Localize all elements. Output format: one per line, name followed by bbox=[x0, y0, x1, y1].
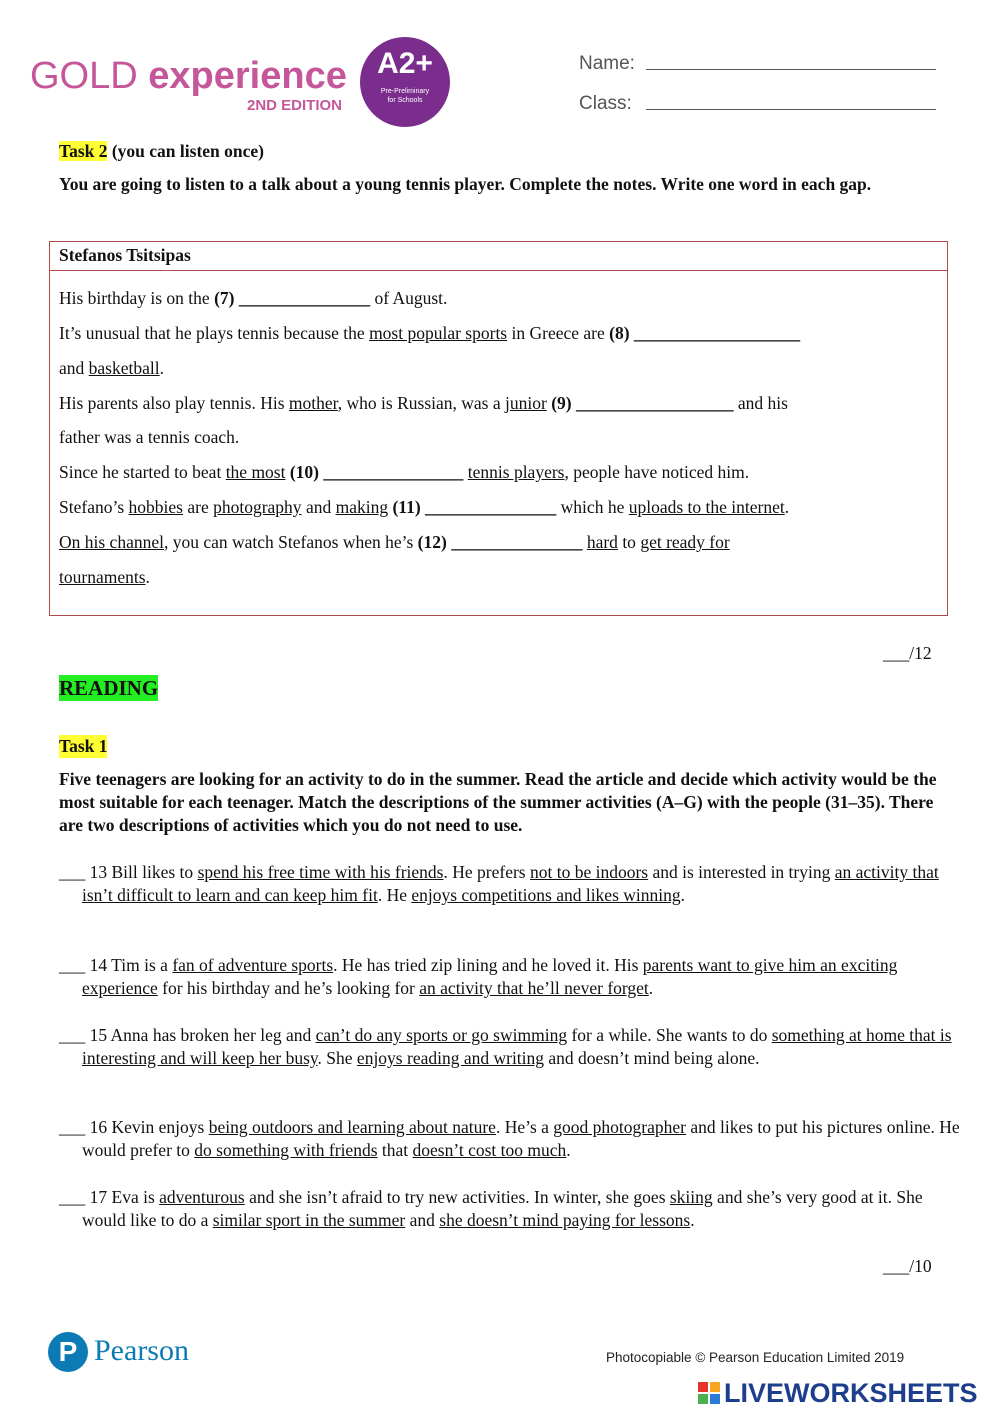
item-17: ___ 17 Eva is adventurous and she isn’t afraid to try new activities. In winter, she goes skiing and she’s very good at it. She would like to do a similar sport in the summer and she doesn’t mind paying for lessons. bbox=[59, 1187, 923, 1230]
logo-gold-text: GOLD bbox=[30, 55, 138, 97]
notes-line-9: His parents also play tennis. His mother, who is Russian, was a junior (9) __________________ and his bbox=[59, 393, 788, 413]
listening-score[interactable]: ___/12 bbox=[883, 643, 932, 663]
class-field[interactable] bbox=[646, 109, 936, 110]
copyright-notice: Photocopiable © Pearson Education Limited 2019 bbox=[606, 1350, 905, 1365]
level-badge bbox=[360, 37, 450, 127]
liveworksheets-text: LIVEWORKSHEETS bbox=[724, 1378, 978, 1408]
gap-7[interactable]: _______________ bbox=[234, 288, 371, 308]
name-label: Name: bbox=[579, 53, 635, 74]
gap-12[interactable]: _______________ bbox=[446, 532, 583, 552]
pearson-logo-icon: P bbox=[48, 1332, 88, 1372]
task2-note: (you can listen once) bbox=[111, 141, 265, 161]
logo-experience-text: experience bbox=[148, 55, 347, 97]
notes-title: Stefanos Tsitsipas bbox=[59, 245, 191, 265]
notes-line-8: It’s unusual that he plays tennis because the most popular sports in Greece are (8) ___________________ bbox=[59, 323, 801, 343]
item-14: ___ 14 Tim is a fan of adventure sports. He has tried zip lining and he loved it. His parents want to give him an exciting experience for his birthday and he’s looking for an activity that he’ll never forget. bbox=[59, 955, 898, 998]
logo-edition: 2ND EDITION bbox=[247, 97, 343, 114]
reading-heading: READING bbox=[59, 676, 159, 700]
gap-10[interactable]: ________________ bbox=[319, 462, 464, 482]
notes-line-7: His birthday is on the (7) _______________ of August. bbox=[59, 288, 448, 308]
badge-level: A2+ bbox=[377, 47, 433, 80]
notes-line-8b: and basketball. bbox=[59, 358, 164, 378]
reading-task1-label: Task 1 bbox=[59, 736, 108, 756]
gap-9[interactable]: __________________ bbox=[571, 393, 734, 413]
gold-experience-logo bbox=[30, 55, 347, 98]
reading-instructions: Five teenagers are looking for an activity to do in the summer. Read the article and decide which activity would be the most suitable for each teenager. Match the descriptions of the summer activities (A–G) with the people (31–35). There are two descriptions of activities which you do not need to use. bbox=[59, 769, 937, 835]
notes-line-12b: tournaments. bbox=[59, 567, 150, 587]
gap-11[interactable]: _______________ bbox=[420, 497, 557, 517]
reading-score[interactable]: ___/10 bbox=[883, 1256, 932, 1276]
item-16: ___ 16 Kevin enjoys being outdoors and learning about nature. He’s a good photographer and likes to put his pictures online. He would prefer to do something with friends that doesn’t cost too much. bbox=[59, 1117, 960, 1160]
notes-line-12: On his channel, you can watch Stefanos when he’s (12) _______________ hard to get ready for bbox=[59, 532, 730, 552]
notes-line-11: Stefano’s hobbies are photography and making (11) _______________ which he uploads to the internet. bbox=[59, 497, 790, 517]
notes-header bbox=[49, 241, 948, 271]
notes-line-10: Since he started to beat the most (10) ________________ tennis players, people have noticed him. bbox=[59, 462, 750, 482]
listening-task-heading bbox=[59, 140, 264, 163]
item-15: ___ 15 Anna has broken her leg and can’t do any sports or go swimming for a while. She wants to do something at home that is interesting and will keep her busy. She enjoys reading and writing and doesn’t mind being alone. bbox=[59, 1025, 952, 1068]
class-label: Class: bbox=[579, 93, 632, 114]
badge-subtitle: Pre-Preliminary for Schools bbox=[380, 88, 430, 104]
task2-label: Task 2 bbox=[59, 141, 108, 161]
liveworksheets-logo bbox=[698, 1378, 978, 1409]
notes-line-9b: father was a tennis coach. bbox=[59, 427, 240, 447]
gap-8[interactable]: ___________________ bbox=[629, 323, 801, 343]
item-13: ___ 13 Bill likes to spend his free time with his friends. He prefers not to be indoors and is interested in trying an activity that isn’t difficult to learn and can keep him fit. He enjoys competitions and likes winning. bbox=[59, 862, 939, 905]
liveworksheets-icon bbox=[698, 1382, 720, 1404]
pearson-wordmark: Pearson bbox=[94, 1334, 189, 1367]
name-field[interactable] bbox=[646, 69, 936, 70]
task2-instructions: You are going to listen to a talk about a young tennis player. Complete the notes. Write one word in each gap. bbox=[59, 174, 872, 194]
